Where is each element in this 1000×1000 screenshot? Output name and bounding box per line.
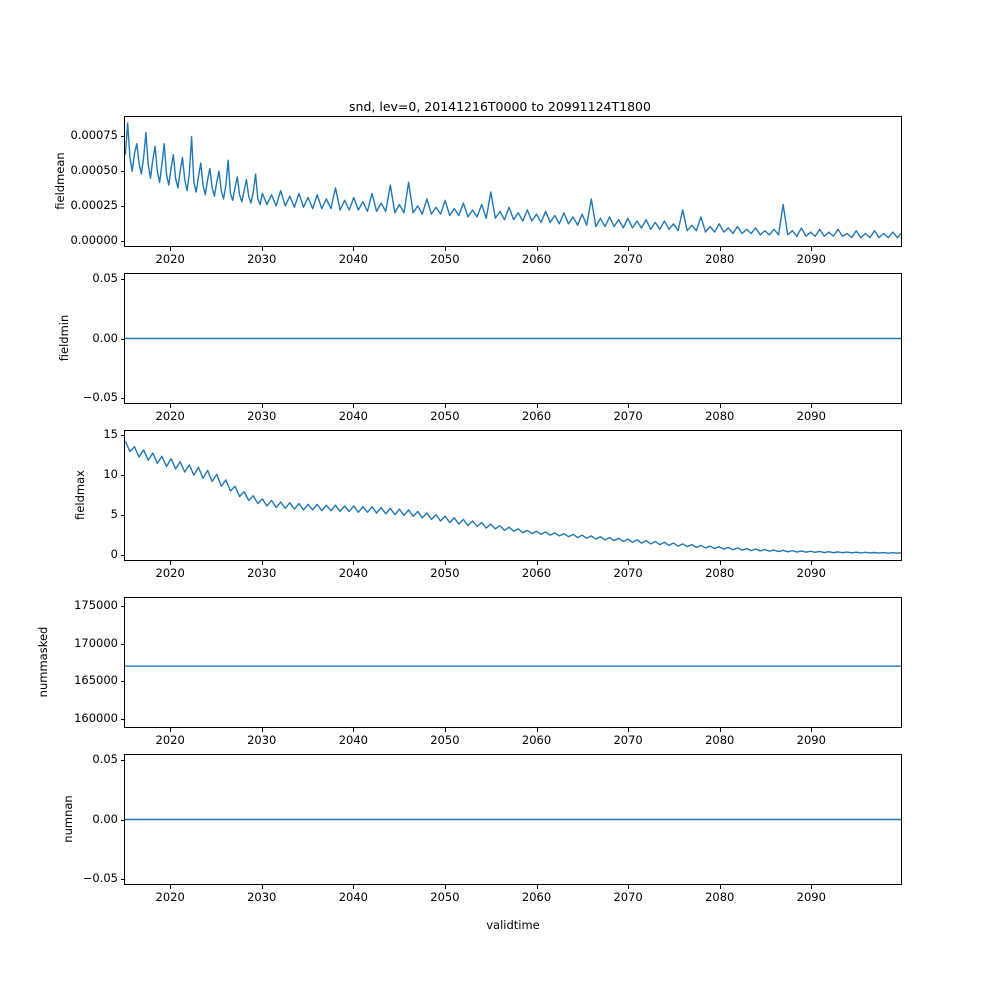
x-tick-label: 2090: [796, 566, 826, 580]
x-tick-label: 2040: [338, 890, 368, 904]
x-tick-label: 2030: [247, 890, 277, 904]
x-tick-label: 2020: [155, 566, 185, 580]
plot-line-fieldmean: [125, 117, 901, 246]
x-tickmark: [353, 404, 354, 408]
x-tickmark: [628, 885, 629, 889]
x-tickmark: [628, 561, 629, 565]
y-tick-label: 0.00: [92, 330, 118, 345]
x-tickmark: [811, 561, 812, 565]
y-tick-label: 0.00025: [70, 198, 118, 213]
y-axis-label-nummasked: nummasked: [36, 626, 50, 698]
y-tickmark: [121, 681, 125, 682]
x-tick-label: 2090: [796, 733, 826, 747]
y-tick-label: 0.00050: [70, 163, 118, 178]
x-tickmark: [720, 561, 721, 565]
x-tickmark: [353, 728, 354, 732]
x-tick-label: 2040: [338, 566, 368, 580]
x-tickmark: [170, 728, 171, 732]
x-tickmark: [628, 247, 629, 251]
plot-line-nummasked: [125, 598, 901, 727]
y-tickmark: [121, 820, 125, 821]
x-tick-label: 2040: [338, 409, 368, 423]
y-tickmark: [121, 136, 125, 137]
y-axis-label-numnan: numnan: [61, 795, 75, 843]
plot-panel-numnan: [124, 754, 902, 885]
x-tick-label: 2030: [247, 409, 277, 423]
x-tickmark: [537, 404, 538, 408]
x-tickmark: [628, 404, 629, 408]
x-tick-label: 2050: [430, 252, 460, 266]
x-tick-label: 2040: [338, 252, 368, 266]
y-tickmark: [121, 171, 125, 172]
y-tick-label: 160000: [74, 710, 118, 725]
x-tickmark: [720, 247, 721, 251]
y-tickmark: [121, 339, 125, 340]
x-tick-label: 2080: [705, 409, 735, 423]
x-tickmark: [262, 885, 263, 889]
x-tickmark: [445, 885, 446, 889]
x-tick-label: 2030: [247, 733, 277, 747]
y-tick-label: 170000: [74, 635, 118, 650]
y-tickmark: [121, 515, 125, 516]
x-tick-label: 2070: [613, 566, 643, 580]
y-tick-label: −0.05: [82, 871, 118, 886]
plot-panel-fieldmax: [124, 430, 902, 561]
y-tick-label: −0.05: [82, 390, 118, 405]
x-tick-label: 2060: [521, 252, 552, 266]
x-tickmark: [170, 247, 171, 251]
x-tickmark: [720, 728, 721, 732]
x-tickmark: [811, 728, 812, 732]
x-tickmark: [170, 561, 171, 565]
y-tick-label: 10: [103, 466, 118, 481]
x-tick-label: 2060: [521, 733, 552, 747]
x-tick-label: 2060: [521, 890, 552, 904]
x-tickmark: [811, 404, 812, 408]
x-tick-label: 2070: [613, 252, 643, 266]
x-tick-label: 2020: [155, 733, 185, 747]
x-tickmark: [262, 247, 263, 251]
y-tickmark: [121, 279, 125, 280]
x-tick-label: 2080: [705, 890, 735, 904]
y-tickmark: [121, 475, 125, 476]
x-tick-label: 2090: [796, 890, 826, 904]
x-tick-label: 2090: [796, 409, 826, 423]
x-tickmark: [353, 561, 354, 565]
plot-line-fieldmin: [125, 274, 901, 403]
plot-line-fieldmax: [125, 431, 901, 560]
x-tickmark: [537, 885, 538, 889]
y-tickmark: [121, 435, 125, 436]
y-tick-label: 0: [110, 546, 118, 561]
x-tickmark: [262, 561, 263, 565]
x-tickmark: [537, 728, 538, 732]
x-tick-label: 2080: [705, 566, 735, 580]
plot-panel-fieldmin: [124, 273, 902, 404]
plot-panel-nummasked: [124, 597, 902, 728]
y-tickmark: [121, 719, 125, 720]
x-tick-label: 2050: [430, 409, 460, 423]
x-tickmark: [170, 404, 171, 408]
y-axis-label-fieldmax: fieldmax: [73, 470, 87, 520]
plot-panel-fieldmean: [124, 116, 902, 247]
x-tickmark: [445, 247, 446, 251]
y-tick-label: 5: [110, 506, 118, 521]
x-tick-label: 2060: [521, 566, 552, 580]
x-tick-label: 2020: [155, 409, 185, 423]
x-tick-label: 2040: [338, 733, 368, 747]
y-tick-label: 0.00: [92, 811, 118, 826]
x-tick-label: 2080: [705, 252, 735, 266]
x-tick-label: 2070: [613, 409, 643, 423]
x-tick-label: 2030: [247, 566, 277, 580]
x-tickmark: [170, 885, 171, 889]
x-tickmark: [720, 404, 721, 408]
y-tickmark: [121, 760, 125, 761]
plot-line-numnan: [125, 755, 901, 884]
y-tick-label: 15: [103, 426, 118, 441]
y-tickmark: [121, 241, 125, 242]
x-tickmark: [353, 247, 354, 251]
x-tickmark: [353, 885, 354, 889]
x-tickmark: [720, 885, 721, 889]
x-tickmark: [262, 728, 263, 732]
x-tick-label: 2030: [247, 252, 277, 266]
x-tick-label: 2070: [613, 890, 643, 904]
x-tickmark: [537, 247, 538, 251]
x-tickmark: [445, 404, 446, 408]
x-tick-label: 2090: [796, 252, 826, 266]
x-axis-label: validtime: [486, 918, 540, 932]
x-tick-label: 2080: [705, 733, 735, 747]
x-tickmark: [628, 728, 629, 732]
x-tick-label: 2020: [155, 252, 185, 266]
x-tick-label: 2060: [521, 409, 552, 423]
y-tick-label: 0.05: [92, 751, 118, 766]
y-tickmark: [121, 398, 125, 399]
x-tickmark: [262, 404, 263, 408]
x-tick-label: 2070: [613, 733, 643, 747]
y-tick-label: 165000: [74, 673, 118, 688]
x-tick-label: 2020: [155, 890, 185, 904]
figure-title: snd, lev=0, 20141216T0000 to 20991124T1800: [349, 99, 651, 114]
x-tickmark: [445, 561, 446, 565]
x-tick-label: 2050: [430, 733, 460, 747]
y-tickmark: [121, 879, 125, 880]
y-tick-label: 0.05: [92, 270, 118, 285]
x-tickmark: [537, 561, 538, 565]
x-tickmark: [445, 728, 446, 732]
y-tickmark: [121, 206, 125, 207]
y-tick-label: 175000: [74, 598, 118, 613]
x-tick-label: 2050: [430, 566, 460, 580]
y-axis-label-fieldmin: fieldmin: [57, 314, 71, 362]
y-tickmark: [121, 644, 125, 645]
y-tickmark: [121, 555, 125, 556]
x-tickmark: [811, 247, 812, 251]
x-tickmark: [811, 885, 812, 889]
y-tickmark: [121, 606, 125, 607]
x-tick-label: 2050: [430, 890, 460, 904]
y-tick-label: 0.00000: [70, 233, 118, 248]
y-tick-label: 0.00075: [70, 128, 118, 143]
y-axis-label-fieldmean: fieldmean: [53, 152, 67, 210]
